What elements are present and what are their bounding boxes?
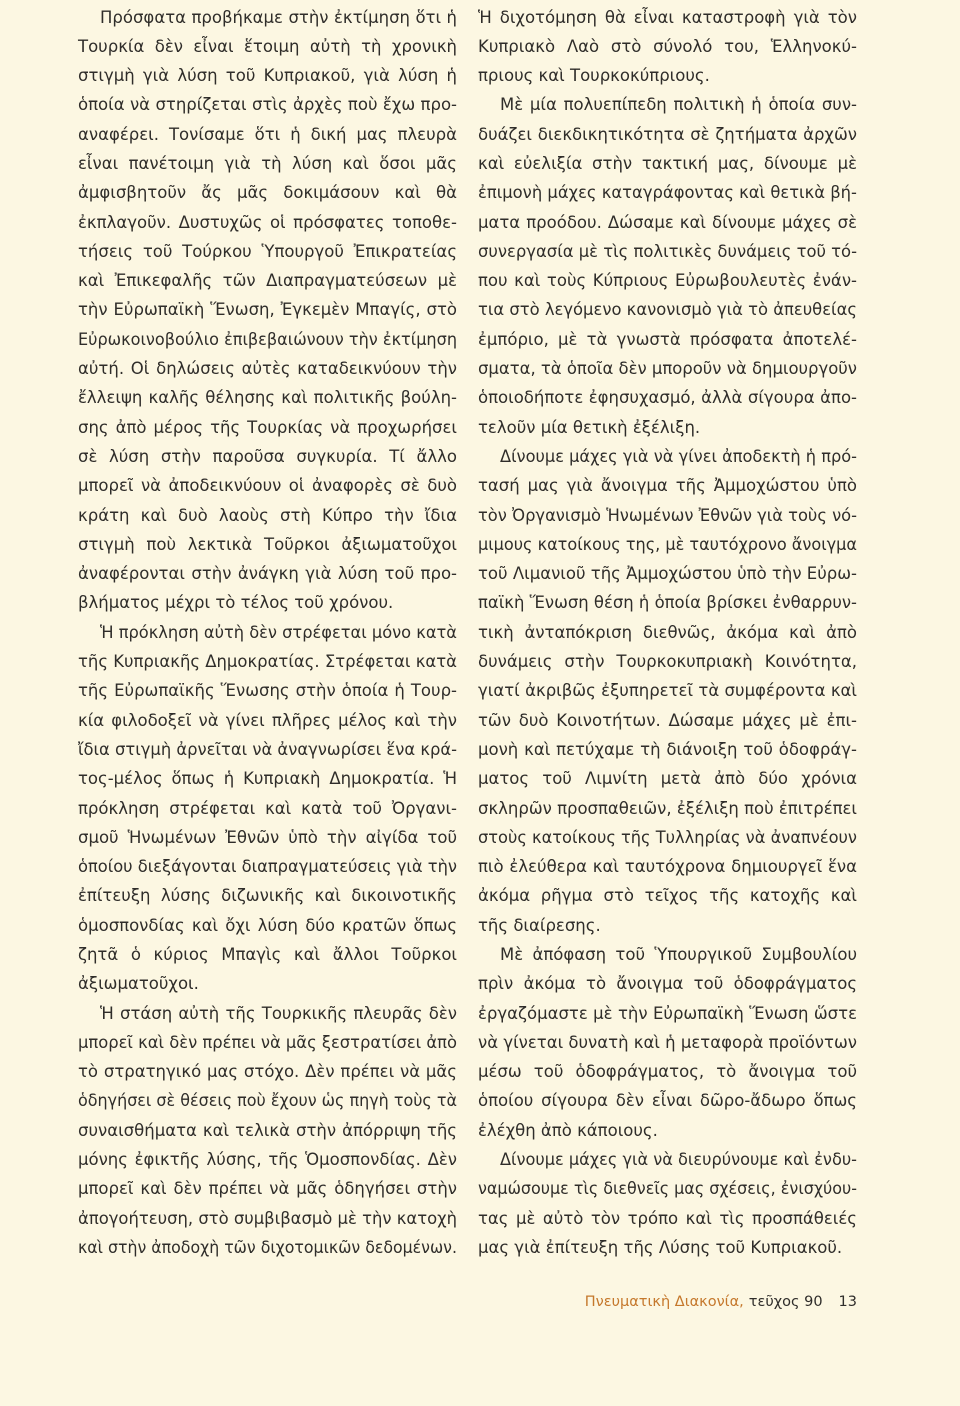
page-number: 13 xyxy=(838,1294,857,1310)
text-line: ὁποίου διεξάγονται διαπραγματεύσεις γιὰ τὴν xyxy=(78,857,457,877)
text-line: μέσω τοῦ ὁδοφράγματος, τὸ ἄνοιγμα τοῦ xyxy=(478,1062,857,1082)
text-line: τια στὸ λεγόμενο κανονισμὸ γιὰ τὸ ἀπευθείας xyxy=(478,300,857,320)
text-line: Εὐρωκοινοβούλιο ἐπιβεβαιώνουν τὴν ἐκτίμηση xyxy=(78,329,458,349)
text-line: ἐκπλαγοῦν. Δυστυχῶς οἱ πρόσφατες τοποθε- xyxy=(78,212,457,232)
text-line: συνεργασία μὲ τὶς πολιτικὲς δυνάμεις τοῦ τό- xyxy=(478,241,857,261)
text-line: στιγμὴ ποὺ λεκτικὰ Τοῦρκοι ἀξιωματοῦχοι xyxy=(78,534,457,554)
text-line: ἐλέχθη ἀπὸ κάποιους. xyxy=(478,1120,658,1140)
text-line: ὁδηγήσει σὲ θέσεις ποὺ ἔχουν ὡς πηγὴ τοὺς τὰ xyxy=(78,1091,458,1111)
text-line: ματος τοῦ Λιμνίτη μετὰ ἀπὸ δύο χρόνια xyxy=(478,769,857,789)
text-line: ἀξιωματοῦχοι. xyxy=(78,974,199,994)
text-line: πριους καὶ Τουρκοκύπριους. xyxy=(478,66,710,86)
text-line: αναφέρει. Τονίσαμε ὅτι ἡ δική μας πλευρὰ xyxy=(78,124,457,144)
text-line: Μὲ μία πολυεπίπεδη πολιτικὴ ἡ ὁποία συν- xyxy=(500,95,857,115)
text-line: τικὴ ἀνταπόκριση διεθνῶς, ἀκόμα καὶ ἀπὸ xyxy=(478,622,857,642)
text-line: μπορεῖ καὶ δὲν πρέπει νὰ μᾶς ὁδηγήσει στὴν xyxy=(78,1179,457,1199)
text-line: μονὴ καὶ πετύχαμε τὴ διάνοιξη τοῦ ὁδοφράγ- xyxy=(478,739,857,759)
text-line: Πρόσφατα προβήκαμε στὴν ἐκτίμηση ὅτι ἡ xyxy=(100,7,457,27)
text-line: Ἡ διχοτόμηση θὰ εἶναι καταστροφὴ γιὰ τὸν xyxy=(478,7,857,27)
text-line: ἀκόμα ρῆγμα στὸ τεῖχος τῆς κατοχῆς καὶ xyxy=(478,886,857,906)
text-line: ὁμοσπονδίας καὶ ὄχι λύση δύο κρατῶν ὅπως xyxy=(78,915,457,935)
publication-title: Πνευματικὴ Διακονία, xyxy=(584,1294,744,1310)
text-line: ναμώσουμε τὶς διεθνεῖς μας σχέσεις, ἐνισχύου- xyxy=(478,1179,858,1199)
text-line: ἀναφέρονται στὴν ἀνάγκη γιὰ λύση τοῦ προ- xyxy=(78,564,457,584)
text-line: ἐργαζόμαστε μὲ τὴν Εὐρωπαϊκὴ Ἕνωση ὥστε xyxy=(478,1003,857,1023)
text-line: σὲ λύση στὴν παροῦσα συγκυρία. Τί ἄλλο xyxy=(78,446,457,466)
text-line: σκληρῶν προσπαθειῶν, ἐξέλιξη ποὺ ἐπιτρέπει xyxy=(478,798,858,818)
text-line: τῆς διαίρεσης. xyxy=(478,915,601,935)
paragraph xyxy=(478,3,857,91)
right-column xyxy=(478,3,857,1263)
text-line: ἐμπόριο, μὲ τὰ γνωστὰ πρόσφατα ἀποτελέ- xyxy=(478,329,857,349)
text-line: τῶν δυὸ Κοινοτήτων. Δώσαμε μάχες μὲ ἐπι- xyxy=(478,710,857,730)
text-line: καὶ εὐελιξία στὴν τακτική μας, δίνουμε μὲ xyxy=(478,153,857,173)
text-line: δυνάμεις στὴν Τουρκοκυπριακὴ Κοινότητα, xyxy=(478,652,857,672)
text-line: ὁποία νὰ στηρίζεται στὶς ἀρχὲς ποὺ ἔχω προ- xyxy=(78,95,457,115)
text-line: ἀπογοήτευση, στὸ συμβιβασμὸ μὲ τὴν κατοχὴ xyxy=(78,1208,458,1228)
text-line: εἶναι πανέτοιμη γιὰ τὴ λύση καὶ ὅσοι μᾶς xyxy=(78,153,457,173)
text-line: τήσεις τοῦ Τούρκου Ὑπουργοῦ Ἐπικρατείας xyxy=(78,241,457,261)
text-line: τελοῦν μία θετικὴ ἐξέλιξη. xyxy=(478,417,701,437)
text-line: Δίνουμε μάχες γιὰ νὰ γίνει ἀποδεκτὴ ἡ πρό- xyxy=(500,446,858,466)
text-line: Μὲ ἀπόφαση τοῦ Ὑπουργικοῦ Συμβουλίου xyxy=(500,945,857,964)
text-line: μόνης ἐφικτῆς λύσης, τῆς Ὁμοσπονδίας. Δὲν xyxy=(78,1150,457,1170)
left-column xyxy=(78,3,457,1263)
text-line: μπορεῖ νὰ ἀποδεικνύουν οἱ ἀναφορὲς σὲ δυὸ xyxy=(78,476,457,496)
text-line: ἴδια στιγμὴ ἀρνεῖται νὰ ἀναγνωρίσει ἕνα κρά- xyxy=(78,739,458,759)
text-line: ματα προόδου. Δώσαμε καὶ δίνουμε μάχες σὲ xyxy=(478,212,857,232)
text-line: τας μὲ αὐτὸ τὸν τρόπο καὶ τὶς προσπάθειές xyxy=(478,1208,857,1228)
text-line: αὐτή. Οἱ δηλώσεις αὐτὲς καταδεικνύουν τὴν xyxy=(78,359,457,379)
text-line: καὶ στὴν ἀποδοχὴ τῶν διχοτομικῶν δεδομένων. xyxy=(78,1237,458,1257)
text-line: τῆς Εὐρωπαϊκῆς Ἕνωσης στὴν ὁποία ἡ Τουρ- xyxy=(78,681,457,701)
paragraph xyxy=(478,1145,857,1262)
text-line: τοῦ Λιμανιοῦ τῆς Ἀμμοχώστου ὑπὸ τὴν Εὐρω- xyxy=(478,564,857,584)
paragraph xyxy=(478,940,857,1145)
text-line: τασή μας γιὰ ἄνοιγμα τῆς Ἀμμοχώστου ὑπὸ xyxy=(478,476,857,496)
text-line: μιμους κατοίκους της, μὲ ταυτόχρονο ἄνοιγμα xyxy=(478,534,858,554)
paragraph xyxy=(478,90,857,442)
text-line: τῆς Κυπριακῆς Δημοκρατίας. Στρέφεται κατὰ xyxy=(78,652,457,672)
text-line: γιατί ἀκριβῶς ἐξυπηρετεῖ τὰ συμφέροντα καὶ xyxy=(478,681,858,701)
paragraph xyxy=(78,618,457,999)
text-line: ἐπίτευξη λύσης διζωνικῆς καὶ δικοινοτικῆς xyxy=(78,886,457,906)
text-line: καὶ Ἐπικεφαλῆς τῶν Διαπραγματεύσεων μὲ xyxy=(78,271,457,291)
text-line: ἀμφισβητοῦν ἄς μᾶς δοκιμάσουν καὶ θὰ xyxy=(78,183,457,203)
text-line: Κυπριακὸ Λαὸ στὸ σύνολό του, Ἑλληνοκύ- xyxy=(478,36,857,56)
text-line: ἐπιμονὴ μάχες καταγράφοντας καὶ θετικὰ βή- xyxy=(478,183,857,203)
text-line: Ἡ πρόκληση αὐτὴ δὲν στρέφεται μόνο κατὰ xyxy=(100,622,458,642)
text-line: πρόκληση στρέφεται καὶ κατὰ τοῦ Ὀργανι- xyxy=(78,798,457,818)
text-line: σματα, τὰ ὁποῖα δὲν μποροῦν νὰ δημιουργοῦν xyxy=(478,359,857,379)
text-line: τος-μέλος ὅπως ἡ Κυπριακὴ Δημοκρατία. Ἡ xyxy=(78,769,457,789)
page-footer xyxy=(585,1290,857,1314)
text-line: στιγμὴ γιὰ λύση τοῦ Κυπριακοῦ, γιὰ λύση ἡ xyxy=(78,66,457,86)
text-line: μας γιὰ ἐπίτευξη τῆς Λύσης τοῦ Κυπριακοῦ. xyxy=(478,1237,843,1257)
text-line: τὴν Εὐρωπαϊκὴ Ἕνωση, Ἐγκεμὲν Μπαγίς, στὸ xyxy=(78,300,457,320)
text-line: τὸν Ὀργανισμὸ Ἡνωμένων Ἐθνῶν γιὰ τοὺς νό- xyxy=(478,505,858,525)
text-line: στοὺς κατοίκους τῆς Τυλληρίας νὰ ἀναπνέουν xyxy=(478,827,858,847)
text-line: κράτη καὶ δυὸ λαοὺς στὴ Κύπρο τὴν ἴδια xyxy=(78,505,457,525)
text-line: μπορεῖ καὶ δὲν πρέπει νὰ μᾶς ξεστρατίσει ἀπὸ xyxy=(78,1032,458,1052)
text-line: σης ἀπὸ μέρος τῆς Τουρκίας νὰ προχωρήσει xyxy=(78,417,457,437)
paragraph xyxy=(478,442,857,940)
paragraph xyxy=(78,999,457,1263)
text-line: πιὸ ἐλεύθερα καὶ ταυτόχρονα δημιουργεῖ ἕνα xyxy=(478,857,858,877)
text-line: Τουρκία δὲν εἶναι ἕτοιμη αὐτὴ τὴ χρονικὴ xyxy=(78,36,457,56)
text-line: δυάζει διεκδικητικότητα σὲ ζητήματα ἀρχῶν xyxy=(478,124,857,144)
text-line: τὸ στρατηγικό μας στόχο. Δὲν πρέπει νὰ μᾶς xyxy=(78,1062,457,1082)
text-line: ὁποίου σίγουρα δὲν εἶναι δῶρο-ἄδωρο ὅπως xyxy=(478,1091,857,1111)
text-line: Δίνουμε μάχες γιὰ νὰ διευρύνουμε καὶ ἐνδυ- xyxy=(500,1150,857,1170)
text-line: νὰ γίνεται δυνατὴ καὶ ἡ μεταφορὰ προϊόντων xyxy=(478,1032,857,1052)
text-line: κία φιλοδοξεῖ νὰ γίνει πλῆρες μέλος καὶ τὴν xyxy=(78,710,457,730)
paragraph xyxy=(78,3,457,618)
text-line: Ἡ στάση αὐτὴ τῆς Τουρκικῆς πλευρᾶς δὲν xyxy=(100,1003,457,1023)
text-line: συναισθήματα καὶ τελικὰ στὴν ἀπόρριψη τῆς xyxy=(78,1120,457,1140)
text-line: ἔλλειψη καλῆς θέλησης καὶ πολιτικῆς βούλη- xyxy=(78,388,457,408)
text-line: βλήματος μέχρι τὸ τέλος τοῦ χρόνου. xyxy=(78,593,394,613)
text-line: που καὶ τοὺς Κύπριους Εὐρωβουλευτὲς ἐνάν- xyxy=(478,271,857,291)
issue-number: τεῦχος 90 xyxy=(748,1294,823,1310)
text-line: παϊκὴ Ἕνωση θέση ἡ ὁποία βρίσκει ἐνθαρρυν- xyxy=(478,593,857,613)
text-line: σμοῦ Ἡνωμένων Ἐθνῶν ὑπὸ τὴν αἰγίδα τοῦ xyxy=(78,827,457,847)
text-line: ὁποιοδήποτε ἐφησυχασμό, ἀλλὰ σίγουρα ἀπο- xyxy=(478,388,857,408)
text-line: ζητᾶ ὁ κύριος Μπαγὶς καὶ ἄλλοι Τοῦρκοι xyxy=(78,945,458,964)
text-line: πρὶν ἀκόμα τὸ ἄνοιγμα τοῦ ὁδοφράγματος xyxy=(478,974,857,994)
